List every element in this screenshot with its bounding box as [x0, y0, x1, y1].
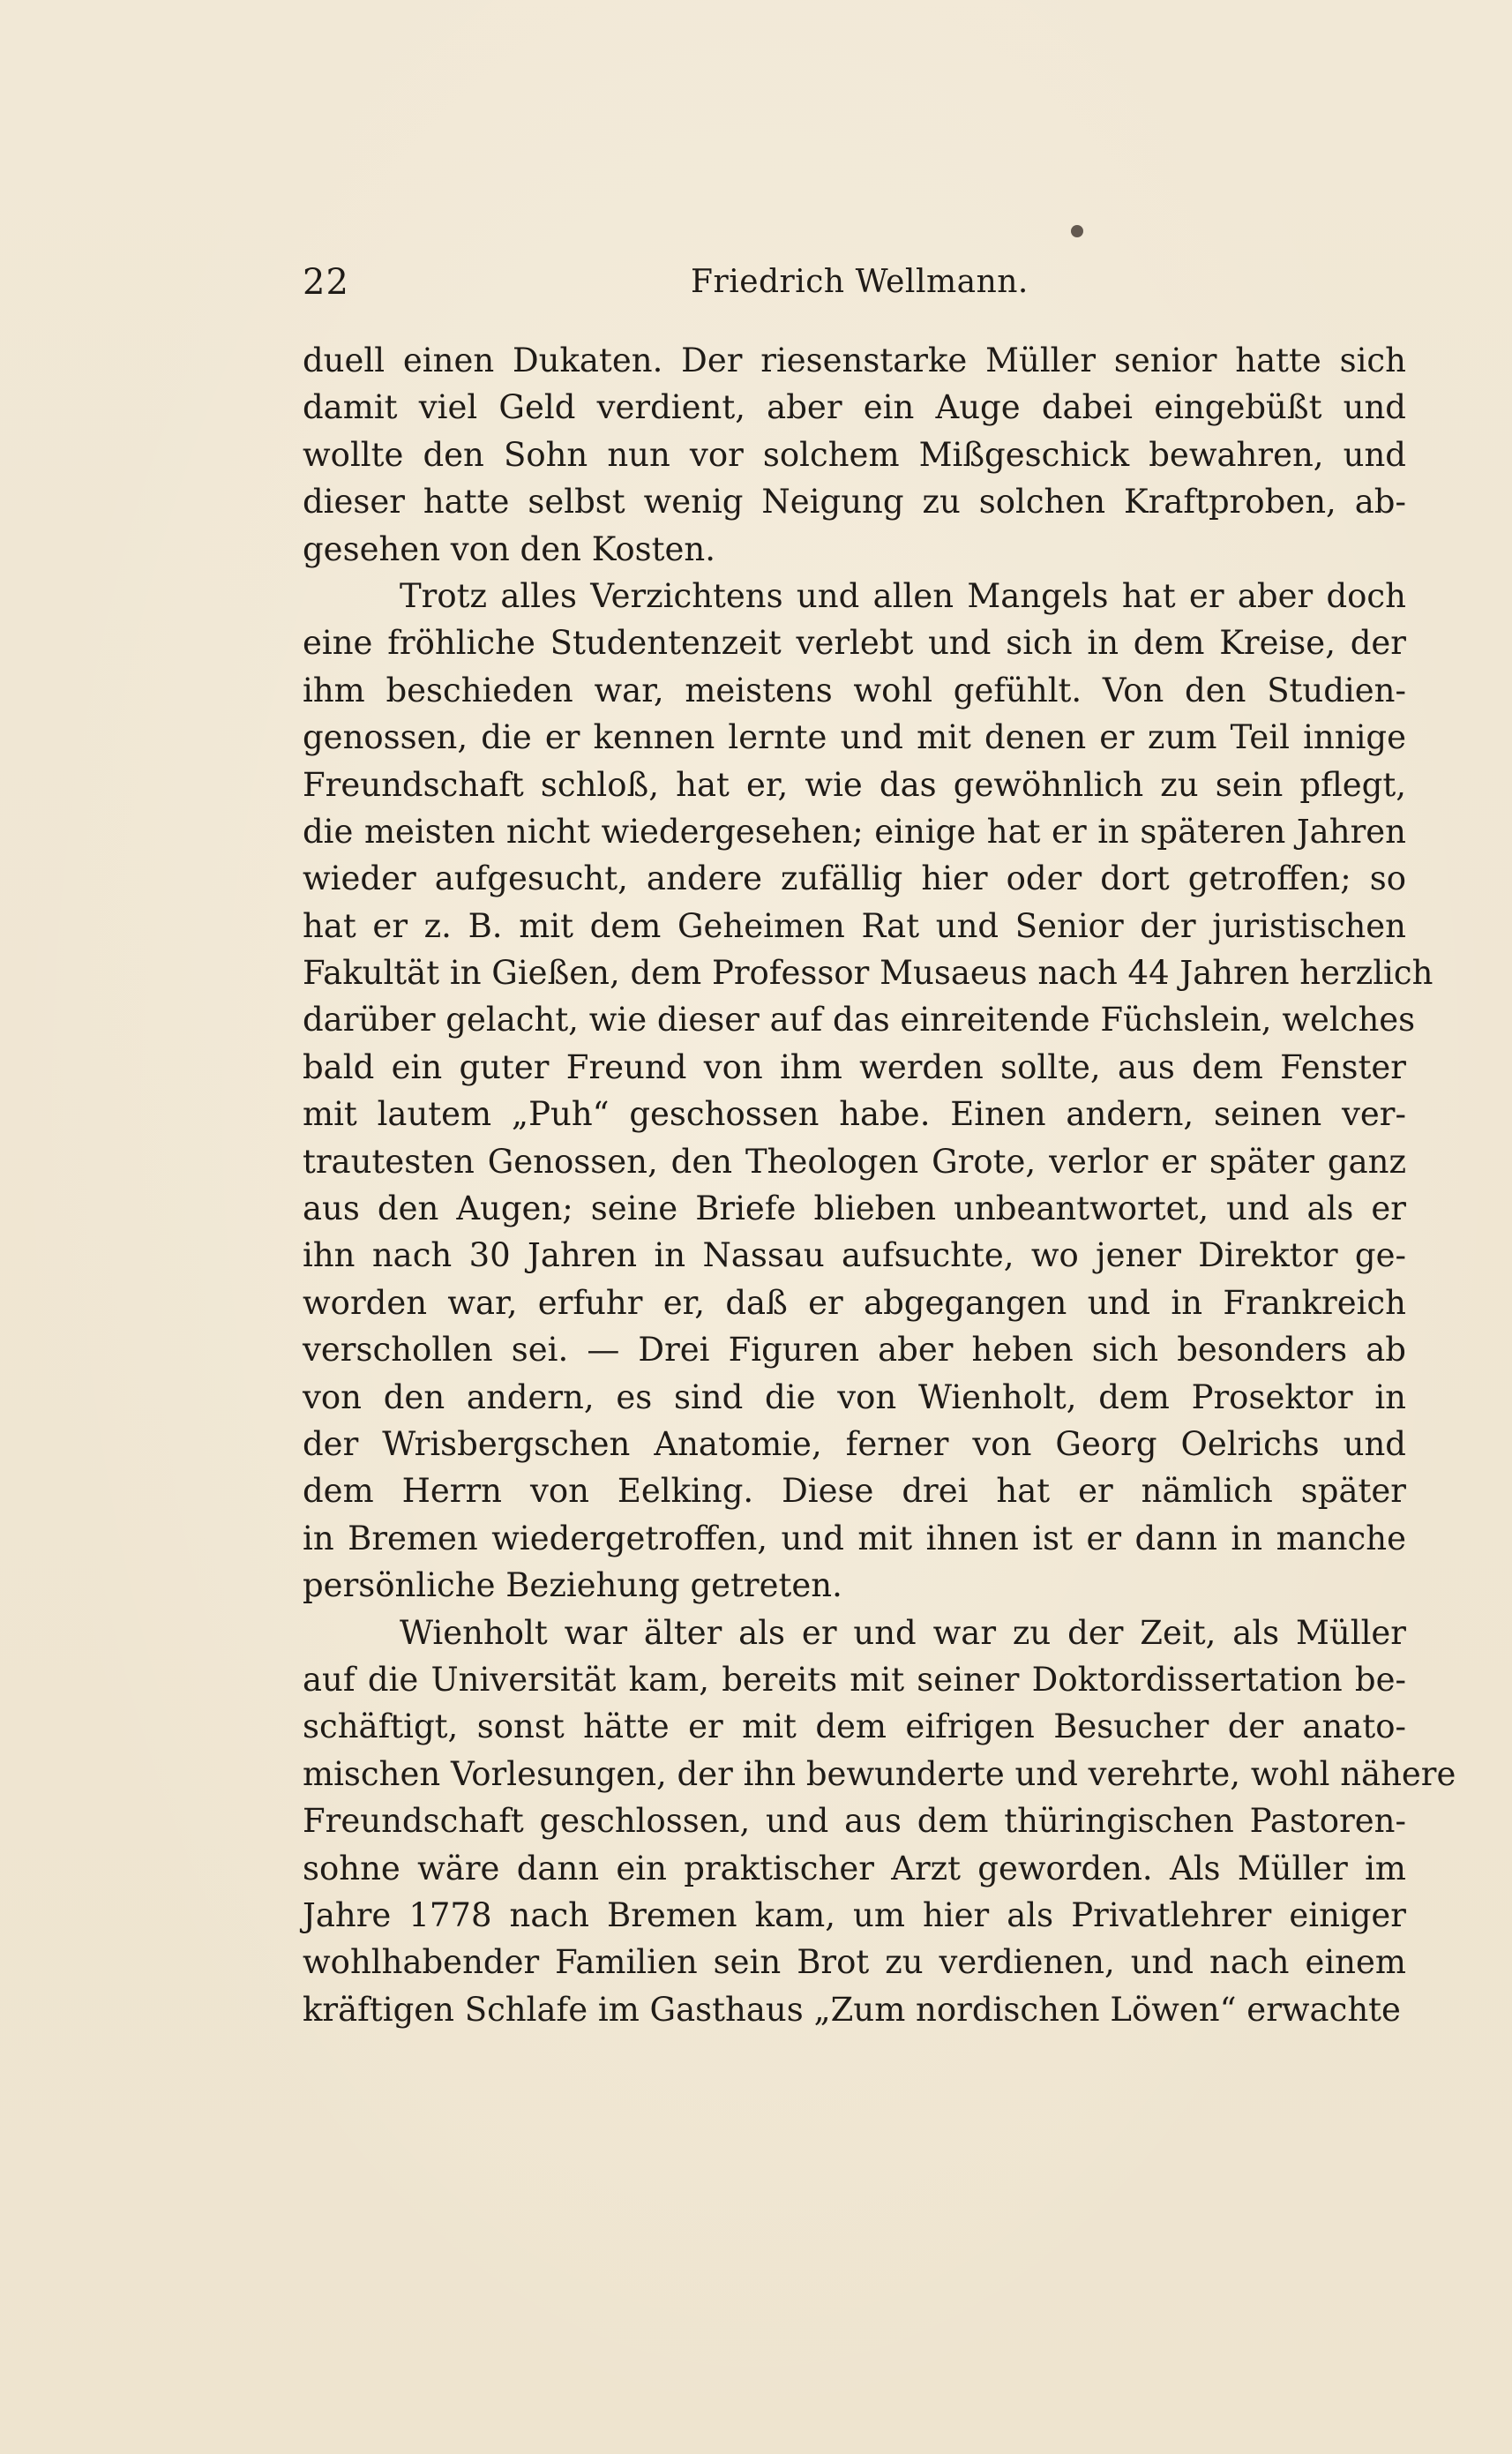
text-line: bald ein guter Freund von ihm werden sollte, aus dem Fenster	[303, 1047, 1406, 1086]
ink-spot	[1071, 225, 1083, 237]
text-line: persönliche Beziehung getreten.	[303, 1566, 842, 1605]
text-line: eine fröhliche Studentenzeit verlebt und sich in dem Kreise, der	[303, 624, 1406, 663]
text-line: kräftigen Schlafe im Gasthaus „Zum nordischen Löwen“ erwachte	[303, 1990, 1401, 2029]
text-line: der Wrisbergschen Anatomie, ferner von Georg Oelrichs und	[303, 1424, 1406, 1463]
text-line: verschollen sei. — Drei Figuren aber heben sich besonders ab	[303, 1331, 1406, 1370]
text-line: wollte den Sohn nun vor solchem Mißgeschick bewahren, und	[303, 435, 1406, 474]
text-line: damit viel Geld verdient, aber ein Auge dabei eingebüßt und	[303, 388, 1406, 427]
text-line: duell einen Dukaten. Der riesenstarke Müller senior hatte sich	[303, 341, 1406, 379]
text-line: auf die Universität kam, bereits mit seiner Doktordissertation be-	[303, 1660, 1406, 1699]
running-title: Friedrich Wellmann.	[691, 264, 1029, 300]
paragraph	[303, 1610, 1456, 2034]
text-line: schäftigt, sonst hätte er mit dem eifrigen Besucher der anato-	[303, 1707, 1406, 1746]
text-line: Freundschaft schloß, hat er, wie das gewöhnlich zu sein pflegt,	[303, 765, 1406, 804]
paragraph	[303, 573, 1433, 1610]
text-line: Fakultät in Gießen, dem Professor Musaeus nach 44 Jahren herzlich	[303, 954, 1433, 993]
text-line: Freundschaft geschlossen, und aus dem thüringischen Pastoren-	[303, 1802, 1406, 1841]
page-header	[303, 258, 1406, 307]
text-line: in Bremen wiedergetroffen, und mit ihnen ist er dann in manche	[303, 1519, 1406, 1557]
page-number: 22	[303, 262, 349, 303]
text-line: sohne wäre dann ein praktischer Arzt geworden. Als Müller im	[303, 1849, 1406, 1887]
text-line: ihn nach 30 Jahren in Nassau aufsuchte, wo jener Direktor ge-	[303, 1236, 1406, 1275]
text-line: gesehen von den Kosten.	[303, 529, 715, 568]
text-line: mit lautem „Puh“ geschossen habe. Einen andern, seinen ver-	[303, 1095, 1406, 1134]
text-line: die meisten nicht wiedergesehen; einige hat er in späteren Jahren	[303, 812, 1406, 851]
text-line: wohlhabender Familien sein Brot zu verdienen, und nach einem	[303, 1943, 1406, 1982]
paragraph	[303, 337, 1406, 573]
text-line: Wienholt war älter als er und war zu der Zeit, als Müller	[400, 1613, 1406, 1652]
text-line: Trotz alles Verzichtens und allen Mangels hat er aber doch	[400, 576, 1406, 615]
text-line: von den andern, es sind die von Wienholt, dem Prosektor in	[303, 1377, 1406, 1416]
text-line: ihm beschieden war, meistens wohl gefühlt. Von den Studien-	[303, 671, 1406, 709]
text-line: mischen Vorlesungen, der ihn bewunderte und verehrte, wohl nähere	[303, 1754, 1456, 1793]
text-line: Jahre 1778 nach Bremen kam, um hier als Privatlehrer einiger	[303, 1895, 1406, 1934]
text-line: wieder aufgesucht, andere zufällig hier oder dort getroffen; so	[303, 859, 1406, 898]
text-line: aus den Augen; seine Briefe blieben unbeantwortet, und als er	[303, 1189, 1406, 1228]
text-line: worden war, erfuhr er, daß er abgegangen und in Frankreich	[303, 1283, 1406, 1322]
text-line: dieser hatte selbst wenig Neigung zu solchen Kraftproben, ab-	[303, 483, 1406, 522]
text-line: darüber gelacht, wie dieser auf das einreitende Füchslein, welches	[303, 1001, 1416, 1039]
text-line: trautesten Genossen, den Theologen Grote, verlor er später ganz	[303, 1142, 1406, 1181]
body-text	[303, 337, 1456, 2033]
text-line: genossen, die er kennen lernte und mit denen er zum Teil innige	[303, 718, 1406, 757]
text-line: hat er z. B. mit dem Geheimen Rat und Senior der juristischen	[303, 906, 1406, 945]
text-line: dem Herrn von Eelking. Diese drei hat er nämlich später	[303, 1472, 1406, 1511]
